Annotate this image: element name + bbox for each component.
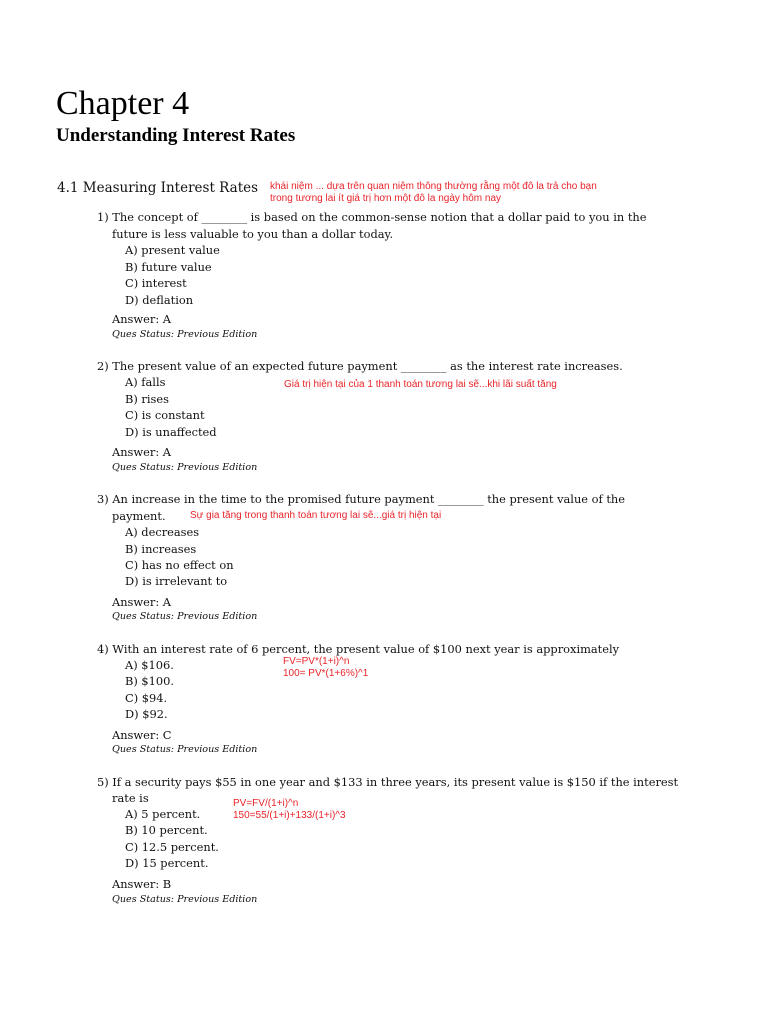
answer-key: Answer: C <box>112 728 172 742</box>
question-status: Ques Status: Previous Edition <box>112 894 258 905</box>
answer-option: D) deflation <box>125 293 194 307</box>
answer-option: A) $106. <box>125 658 174 672</box>
answer-option: D) is irrelevant to <box>125 574 228 588</box>
answer-option: B) future value <box>125 260 212 274</box>
question-status: Ques Status: Previous Edition <box>112 462 258 473</box>
answer-key: Answer: A <box>112 312 172 326</box>
answer-key: Answer: A <box>112 445 172 459</box>
answer-option: D) 15 percent. <box>125 856 209 870</box>
answer-key: Answer: A <box>112 595 172 609</box>
annotation-note: PV=FV/(1+i)^n <box>233 798 299 809</box>
answer-option: D) is unaffected <box>125 425 217 439</box>
annotation-note: Giá trị hiện tại của 1 thanh toán tương lai sẽ...khi lãi suất tăng <box>284 379 557 390</box>
chapter-subtitle: Understanding Interest Rates <box>56 125 296 146</box>
answer-option: C) interest <box>125 276 187 290</box>
annotation-note: Sự gia tăng trong thanh toán tương lai sẽ...giá trị hiện tại <box>190 510 442 521</box>
answer-option: A) 5 percent. <box>125 807 201 821</box>
question-text: rate is <box>112 791 149 805</box>
answer-option: D) $92. <box>125 707 168 721</box>
question-text: 4) With an interest rate of 6 percent, the present value of $100 next year is approximately <box>97 642 620 656</box>
answer-option: B) 10 percent. <box>125 823 208 837</box>
question-status: Ques Status: Previous Edition <box>112 329 258 340</box>
annotation-note: FV=PV*(1+i)^n <box>283 656 350 667</box>
question-text: 2) The present value of an expected future payment ________ as the interest rate increases. <box>97 359 623 373</box>
question-text: future is less valuable to you than a dollar today. <box>112 227 394 241</box>
answer-option: A) falls <box>125 375 166 389</box>
answer-key: Answer: B <box>112 877 172 891</box>
question-status: Ques Status: Previous Edition <box>112 611 258 622</box>
answer-option: C) has no effect on <box>125 558 234 572</box>
annotation-note: khái niệm ... dựa trên quan niệm thông thường rằng một đô la trả cho bạn <box>270 181 597 192</box>
answer-option: A) present value <box>125 243 220 257</box>
chapter-title: Chapter 4 <box>56 85 190 122</box>
annotation-note: 100= PV*(1+6%)^1 <box>283 668 369 679</box>
answer-option: B) increases <box>125 542 197 556</box>
annotation-note: trong tương lai ít giá trị hơn một đô la ngày hôm nay <box>270 193 502 204</box>
answer-option: C) $94. <box>125 691 168 705</box>
question-text: 3) An increase in the time to the promised future payment ________ the present value of the <box>97 492 626 506</box>
annotation-note: 150=55/(1+i)+133/(1+i)^3 <box>233 810 346 821</box>
answer-option: C) is constant <box>125 408 205 422</box>
question-text: 1) The concept of ________ is based on the common-sense notion that a dollar paid to you in the <box>97 210 647 224</box>
answer-option: B) $100. <box>125 674 175 688</box>
section-heading: 4.1 Measuring Interest Rates <box>57 180 259 196</box>
question-text: payment. <box>112 509 166 523</box>
question-text: 5) If a security pays $55 in one year and $133 in three years, its present value is $150 if the interest <box>97 775 679 789</box>
question-status: Ques Status: Previous Edition <box>112 744 258 755</box>
answer-option: A) decreases <box>125 525 200 539</box>
answer-option: B) rises <box>125 392 169 406</box>
answer-option: C) 12.5 percent. <box>125 840 219 854</box>
